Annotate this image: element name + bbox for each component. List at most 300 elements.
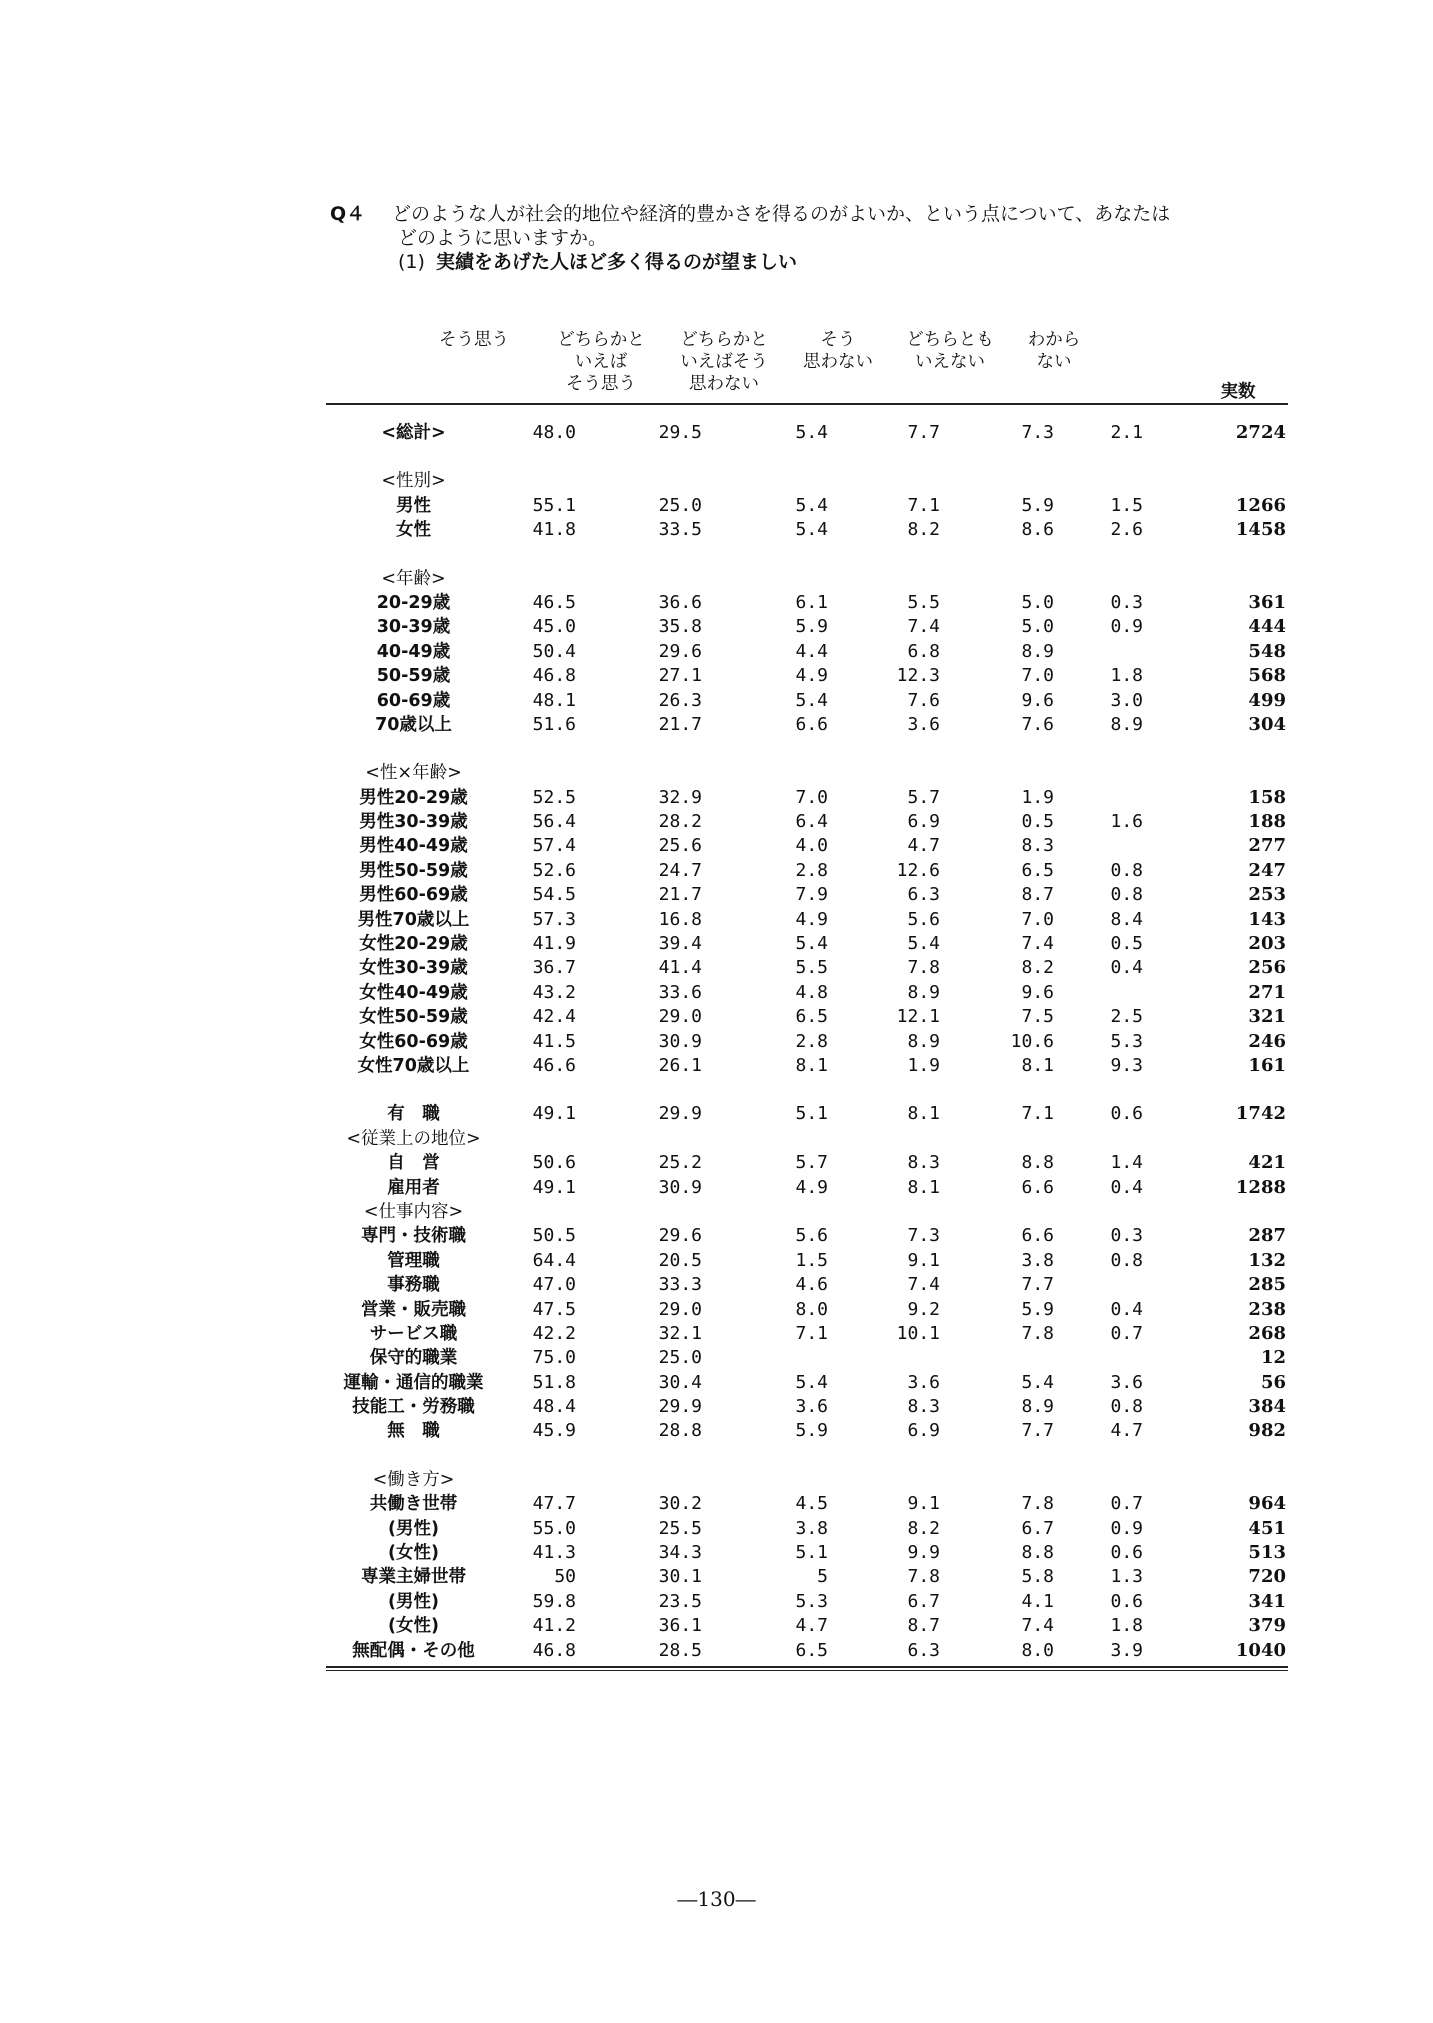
percent-cell: 5.5: [907, 591, 940, 613]
percent-cell: 20.5: [658, 1249, 702, 1271]
row-label: 男性30-39歳: [359, 812, 468, 833]
column-header: そう 思わない: [803, 330, 873, 372]
percent-cell: 48.1: [532, 689, 576, 711]
count-cell: 285: [1248, 1274, 1286, 1296]
row-label: 雇用者: [387, 1177, 440, 1198]
table-row: [326, 1298, 1288, 1322]
percent-cell: 5.4: [795, 494, 828, 516]
percent-cell: 2.1: [1110, 422, 1143, 443]
percent-cell: 1.3: [1110, 1566, 1143, 1588]
count-cell: 12: [1260, 1347, 1286, 1369]
count-cell: 1742: [1235, 1103, 1286, 1125]
count-cell: 421: [1248, 1152, 1286, 1174]
percent-cell: 5.3: [795, 1590, 828, 1612]
section-heading: <性別>: [381, 471, 446, 492]
table-row: [326, 1224, 1288, 1248]
sub-question-number: (1): [398, 251, 425, 273]
percent-cell: 3.9: [1110, 1639, 1143, 1661]
percent-cell: 57.4: [532, 835, 576, 857]
percent-cell: 25.0: [658, 494, 702, 516]
row-label: 無配偶・その他: [352, 1640, 475, 1661]
percent-cell: 42.4: [532, 1006, 576, 1028]
row-label: 女性: [396, 520, 431, 541]
count-cell: 247: [1248, 859, 1286, 881]
percent-cell: 5.4: [795, 1371, 828, 1393]
percent-cell: 0.8: [1110, 1396, 1143, 1418]
table-row: [326, 664, 1288, 688]
percent-cell: 47.0: [532, 1274, 576, 1296]
row-label: 女性40-49歳: [359, 982, 468, 1003]
question-text: どのような人が社会的地位や経済的豊かさを得るのがよいか、という点について、あなたは: [392, 203, 1171, 225]
percent-cell: 2.5: [1110, 1006, 1143, 1028]
table-row: [326, 1030, 1288, 1054]
percent-cell: 57.3: [532, 908, 576, 930]
percent-cell: 7.7: [907, 422, 940, 443]
percent-cell: 1.5: [1110, 494, 1143, 516]
row-label: 男性60-69歳: [359, 885, 468, 906]
percent-cell: 59.8: [532, 1590, 576, 1612]
percent-cell: 6.6: [795, 713, 828, 735]
percent-cell: 52.5: [532, 786, 576, 808]
table-row: [326, 956, 1288, 980]
count-cell: 451: [1248, 1517, 1286, 1539]
question-number: Q４: [330, 203, 366, 225]
percent-cell: 5.9: [795, 616, 828, 638]
percent-cell: 54.5: [532, 884, 576, 906]
percent-cell: 5.4: [795, 519, 828, 541]
table-row: [326, 834, 1288, 858]
table-row: [326, 908, 1288, 932]
table-row: [326, 494, 1288, 518]
column-header-count: 実数: [1220, 382, 1256, 402]
percent-cell: 0.9: [1110, 616, 1143, 638]
row-label: 女性50-59歳: [359, 1007, 468, 1028]
percent-cell: 8.1: [907, 1176, 940, 1198]
percent-cell: 28.5: [658, 1639, 702, 1661]
section-heading-row: [326, 469, 1288, 493]
percent-cell: 8.2: [907, 1517, 940, 1539]
percent-cell: 5.9: [795, 1420, 828, 1442]
percent-cell: 0.6: [1110, 1542, 1143, 1564]
count-cell: 277: [1248, 835, 1286, 857]
percent-cell: 25.2: [658, 1152, 702, 1174]
table-row: [326, 1322, 1288, 1346]
count-cell: 964: [1248, 1493, 1286, 1515]
percent-cell: 6.1: [795, 591, 828, 613]
percent-cell: 5.7: [795, 1152, 828, 1174]
count-cell: 568: [1248, 665, 1286, 687]
percent-cell: 8.8: [1021, 1152, 1054, 1174]
percent-cell: 49.1: [532, 1103, 576, 1125]
percent-cell: 21.7: [658, 884, 702, 906]
table-row: [326, 1395, 1288, 1419]
percent-cell: 12.3: [896, 665, 940, 687]
percent-cell: 9.1: [907, 1493, 940, 1515]
percent-cell: 0.8: [1110, 884, 1143, 906]
percent-cell: 55.0: [532, 1517, 576, 1539]
table-row: [326, 1273, 1288, 1297]
count-cell: 1458: [1235, 519, 1286, 541]
percent-cell: 6.9: [907, 811, 940, 833]
percent-cell: 1.6: [1110, 811, 1143, 833]
percent-cell: 47.7: [532, 1493, 576, 1515]
percent-cell: 4.9: [795, 1176, 828, 1198]
group-gap: [326, 1078, 1288, 1102]
percent-cell: 36.6: [658, 591, 702, 613]
percent-cell: 41.5: [532, 1030, 576, 1052]
percent-cell: 7.3: [907, 1225, 940, 1247]
table-row: [326, 1371, 1288, 1395]
percent-cell: 5.4: [795, 933, 828, 955]
percent-cell: 1.9: [907, 1054, 940, 1076]
percent-cell: 33.5: [658, 519, 702, 541]
count-cell: 56: [1260, 1371, 1286, 1393]
row-label: 女性60-69歳: [359, 1031, 468, 1052]
percent-cell: 8.1: [907, 1103, 940, 1125]
percent-cell: 41.8: [532, 519, 576, 541]
percent-cell: 51.6: [532, 713, 576, 735]
percent-cell: 41.2: [532, 1615, 576, 1637]
row-label: 管理職: [387, 1250, 440, 1271]
percent-cell: 7.4: [907, 1274, 940, 1296]
percent-cell: 28.2: [658, 811, 702, 833]
percent-cell: 8.0: [1021, 1639, 1054, 1661]
percent-cell: 7.1: [907, 494, 940, 516]
row-label: 自 営: [387, 1153, 440, 1174]
section-heading-row: [326, 1127, 1288, 1151]
percent-cell: 4.5: [795, 1493, 828, 1515]
percent-cell: 4.8: [795, 981, 828, 1003]
percent-cell: 1.8: [1110, 665, 1143, 687]
page-number: ―130―: [677, 1887, 756, 1911]
percent-cell: 9.6: [1021, 981, 1054, 1003]
percent-cell: 33.6: [658, 981, 702, 1003]
percent-cell: 5.4: [907, 933, 940, 955]
percent-cell: 25.6: [658, 835, 702, 857]
row-label: 専業主婦世帯: [361, 1567, 466, 1588]
percent-cell: 4.0: [795, 835, 828, 857]
percent-cell: 5.6: [907, 908, 940, 930]
percent-cell: 6.5: [795, 1639, 828, 1661]
percent-cell: 0.7: [1110, 1322, 1143, 1344]
count-cell: 720: [1248, 1566, 1286, 1588]
percent-cell: 4.7: [795, 1615, 828, 1637]
table-body: [326, 407, 1288, 1671]
row-label: 技能工・労務職: [352, 1397, 475, 1418]
count-cell: 158: [1248, 786, 1286, 808]
percent-cell: 29.6: [658, 1225, 702, 1247]
table-row: [326, 810, 1288, 834]
results-table: [326, 325, 1288, 1671]
percent-cell: 27.1: [658, 665, 702, 687]
percent-cell: 29.0: [658, 1006, 702, 1028]
percent-cell: 0.5: [1110, 933, 1143, 955]
table-row: [326, 689, 1288, 713]
percent-cell: 7.9: [795, 884, 828, 906]
percent-cell: 8.4: [1110, 908, 1143, 930]
row-label: (男性): [388, 1518, 439, 1539]
question-line: [330, 202, 1330, 226]
percent-cell: 7.8: [1021, 1322, 1054, 1344]
count-cell: 499: [1248, 689, 1286, 711]
percent-cell: 1.5: [795, 1249, 828, 1271]
count-cell: 304: [1248, 713, 1286, 735]
count-cell: 143: [1248, 908, 1286, 930]
percent-cell: 10.6: [1010, 1030, 1054, 1052]
count-cell: 982: [1248, 1420, 1286, 1442]
percent-cell: 5.0: [1021, 616, 1054, 638]
table-row: [326, 786, 1288, 810]
percent-cell: 9.9: [907, 1542, 940, 1564]
percent-cell: 50.6: [532, 1152, 576, 1174]
count-cell: 384: [1248, 1396, 1286, 1418]
count-cell: 188: [1248, 811, 1286, 833]
percent-cell: 7.8: [1021, 1493, 1054, 1515]
percent-cell: 7.8: [907, 1566, 940, 1588]
percent-cell: 5.1: [795, 1542, 828, 1564]
percent-cell: 7.5: [1021, 1006, 1054, 1028]
percent-cell: 2.6: [1110, 519, 1143, 541]
percent-cell: 10.1: [896, 1322, 940, 1344]
percent-cell: 4.9: [795, 665, 828, 687]
table-row: [326, 1005, 1288, 1029]
percent-cell: 47.5: [532, 1298, 576, 1320]
percent-cell: 8.3: [907, 1152, 940, 1174]
percent-cell: 7.6: [1021, 713, 1054, 735]
percent-cell: 30.9: [658, 1030, 702, 1052]
percent-cell: 4.6: [795, 1274, 828, 1296]
percent-cell: 41.9: [532, 933, 576, 955]
percent-cell: 6.3: [907, 1639, 940, 1661]
percent-cell: 6.7: [907, 1590, 940, 1612]
percent-cell: 7.7: [1021, 1420, 1054, 1442]
percent-cell: 8.3: [907, 1396, 940, 1418]
percent-cell: 0.6: [1110, 1103, 1143, 1125]
percent-cell: 5.3: [1110, 1030, 1143, 1052]
percent-cell: 0.9: [1110, 1517, 1143, 1539]
percent-cell: 0.8: [1110, 859, 1143, 881]
row-label: 共働き世帯: [369, 1494, 458, 1515]
row-label: 男性20-29歳: [359, 787, 468, 808]
percent-cell: 43.2: [532, 981, 576, 1003]
percent-cell: 48.0: [532, 422, 576, 443]
percent-cell: 46.8: [532, 1639, 576, 1661]
percent-cell: 26.3: [658, 689, 702, 711]
percent-cell: 39.4: [658, 933, 702, 955]
percent-cell: 8.9: [907, 1030, 940, 1052]
percent-cell: 5.4: [795, 422, 828, 443]
count-cell: 268: [1248, 1322, 1286, 1344]
group-gap: [326, 445, 1288, 469]
percent-cell: 24.7: [658, 859, 702, 881]
percent-cell: 30.1: [658, 1566, 702, 1588]
table-row: [326, 1102, 1288, 1126]
percent-cell: 28.8: [658, 1420, 702, 1442]
count-cell: 132: [1248, 1249, 1286, 1271]
count-cell: 321: [1248, 1006, 1286, 1028]
question-block: [330, 202, 1330, 274]
table-row: [326, 1565, 1288, 1589]
percent-cell: 3.6: [907, 1371, 940, 1393]
count-cell: 1266: [1235, 494, 1286, 516]
percent-cell: 3.6: [907, 713, 940, 735]
percent-cell: 6.3: [907, 884, 940, 906]
row-label: 20-29歳: [376, 592, 451, 613]
percent-cell: 3.0: [1110, 689, 1143, 711]
count-cell: 203: [1248, 933, 1286, 955]
percent-cell: 5.1: [795, 1103, 828, 1125]
percent-cell: 4.1: [1021, 1590, 1054, 1612]
row-label: (女性): [388, 1616, 439, 1637]
percent-cell: 35.8: [658, 616, 702, 638]
percent-cell: 5.9: [1021, 1298, 1054, 1320]
question-text-continued: どのように思いますか。: [398, 227, 608, 249]
percent-cell: 1.4: [1110, 1152, 1143, 1174]
percent-cell: 0.6: [1110, 1590, 1143, 1612]
percent-cell: 0.3: [1110, 1225, 1143, 1247]
percent-cell: 29.9: [658, 1396, 702, 1418]
percent-cell: 0.8: [1110, 1249, 1143, 1271]
section-heading: <性×年齢>: [365, 763, 462, 784]
percent-cell: 50: [554, 1566, 576, 1588]
percent-cell: 9.1: [907, 1249, 940, 1271]
percent-cell: 3.8: [795, 1517, 828, 1539]
percent-cell: 33.3: [658, 1274, 702, 1296]
percent-cell: 23.5: [658, 1590, 702, 1612]
count-cell: 513: [1248, 1542, 1286, 1564]
percent-cell: 46.8: [532, 665, 576, 687]
percent-cell: 6.6: [1021, 1176, 1054, 1198]
percent-cell: 6.9: [907, 1420, 940, 1442]
percent-cell: 6.8: [907, 640, 940, 662]
percent-cell: 29.9: [658, 1103, 702, 1125]
table-row: [326, 615, 1288, 639]
table-row: [326, 640, 1288, 664]
table-row: [326, 1517, 1288, 1541]
row-label: 営業・販売職: [361, 1299, 466, 1320]
row-label: サービス職: [369, 1323, 458, 1344]
percent-cell: 42.2: [532, 1322, 576, 1344]
table-row: [326, 1054, 1288, 1078]
percent-cell: 0.3: [1110, 591, 1143, 613]
table-row: [326, 932, 1288, 956]
percent-cell: 8.7: [907, 1615, 940, 1637]
percent-cell: 5.8: [1021, 1566, 1054, 1588]
row-label: 事務職: [387, 1275, 440, 1296]
percent-cell: 50.5: [532, 1225, 576, 1247]
section-heading-row: [326, 1200, 1288, 1224]
count-cell: 253: [1248, 884, 1286, 906]
section-heading-row: [326, 1468, 1288, 1492]
count-cell: 1040: [1235, 1639, 1286, 1661]
percent-cell: 7.1: [1021, 1103, 1054, 1125]
percent-cell: 29.5: [658, 422, 702, 443]
percent-cell: 0.5: [1021, 811, 1054, 833]
percent-cell: 26.1: [658, 1054, 702, 1076]
row-label: 運輸・通信的職業: [343, 1372, 484, 1393]
sub-question: [330, 250, 1330, 274]
percent-cell: 6.7: [1021, 1517, 1054, 1539]
row-label: 無 職: [387, 1421, 440, 1442]
percent-cell: 41.3: [532, 1542, 576, 1564]
header-rule: [326, 403, 1288, 405]
percent-cell: 6.6: [1021, 1225, 1054, 1247]
percent-cell: 9.2: [907, 1298, 940, 1320]
percent-cell: 32.1: [658, 1322, 702, 1344]
percent-cell: 5.4: [795, 689, 828, 711]
percent-cell: 4.4: [795, 640, 828, 662]
table-row: [326, 713, 1288, 737]
section-heading-row: [326, 761, 1288, 785]
percent-cell: 4.9: [795, 908, 828, 930]
percent-cell: 1.8: [1110, 1615, 1143, 1637]
table-row: [326, 1614, 1288, 1638]
column-header: わから ない: [1027, 330, 1081, 372]
count-cell: 287: [1248, 1225, 1286, 1247]
table-bottom-rule: [326, 1666, 1288, 1668]
percent-cell: 5.4: [1021, 1371, 1054, 1393]
percent-cell: 3.6: [795, 1396, 828, 1418]
percent-cell: 30.2: [658, 1493, 702, 1515]
section-heading: <働き方>: [372, 1469, 455, 1490]
row-label: 男性70歳以上: [357, 909, 470, 930]
percent-cell: 50.4: [532, 640, 576, 662]
percent-cell: 8.9: [1021, 1396, 1054, 1418]
table-bottom-rule-double: [326, 1670, 1288, 1671]
percent-cell: 46.5: [532, 591, 576, 613]
percent-cell: 2.8: [795, 1030, 828, 1052]
row-label: (男性): [388, 1591, 439, 1612]
percent-cell: 8.6: [1021, 519, 1054, 541]
percent-cell: 46.6: [532, 1054, 576, 1076]
percent-cell: 4.7: [1110, 1420, 1143, 1442]
table-row: [326, 591, 1288, 615]
percent-cell: 36.1: [658, 1615, 702, 1637]
row-label: 女性30-39歳: [359, 958, 468, 979]
count-cell: 238: [1248, 1298, 1286, 1320]
percent-cell: 5.7: [907, 786, 940, 808]
percent-cell: 7.8: [907, 957, 940, 979]
group-gap: [326, 543, 1288, 567]
percent-cell: 49.1: [532, 1176, 576, 1198]
percent-cell: 64.4: [532, 1249, 576, 1271]
count-cell: 246: [1248, 1030, 1286, 1052]
row-label: (女性): [388, 1543, 439, 1564]
percent-cell: 36.7: [532, 957, 576, 979]
percent-cell: 75.0: [532, 1347, 576, 1369]
percent-cell: 7.7: [1021, 1274, 1054, 1296]
row-label: 女性20-29歳: [359, 934, 468, 955]
percent-cell: 6.5: [1021, 859, 1054, 881]
percent-cell: 29.6: [658, 640, 702, 662]
section-heading: <従業上の地位>: [346, 1128, 481, 1149]
percent-cell: 7.0: [795, 786, 828, 808]
percent-cell: 16.8: [658, 908, 702, 930]
percent-cell: 7.4: [1021, 1615, 1054, 1637]
count-cell: 1288: [1235, 1176, 1286, 1198]
percent-cell: 55.1: [532, 494, 576, 516]
count-cell: 548: [1248, 640, 1286, 662]
section-heading: <仕事内容>: [363, 1201, 464, 1222]
percent-cell: 0.4: [1110, 1298, 1143, 1320]
percent-cell: 5.0: [1021, 591, 1054, 613]
percent-cell: 7.0: [1021, 665, 1054, 687]
percent-cell: 7.4: [907, 616, 940, 638]
row-label: 男性: [396, 495, 431, 516]
table-header: [326, 325, 1288, 407]
percent-cell: 7.1: [795, 1322, 828, 1344]
count-cell: 444: [1248, 616, 1286, 638]
